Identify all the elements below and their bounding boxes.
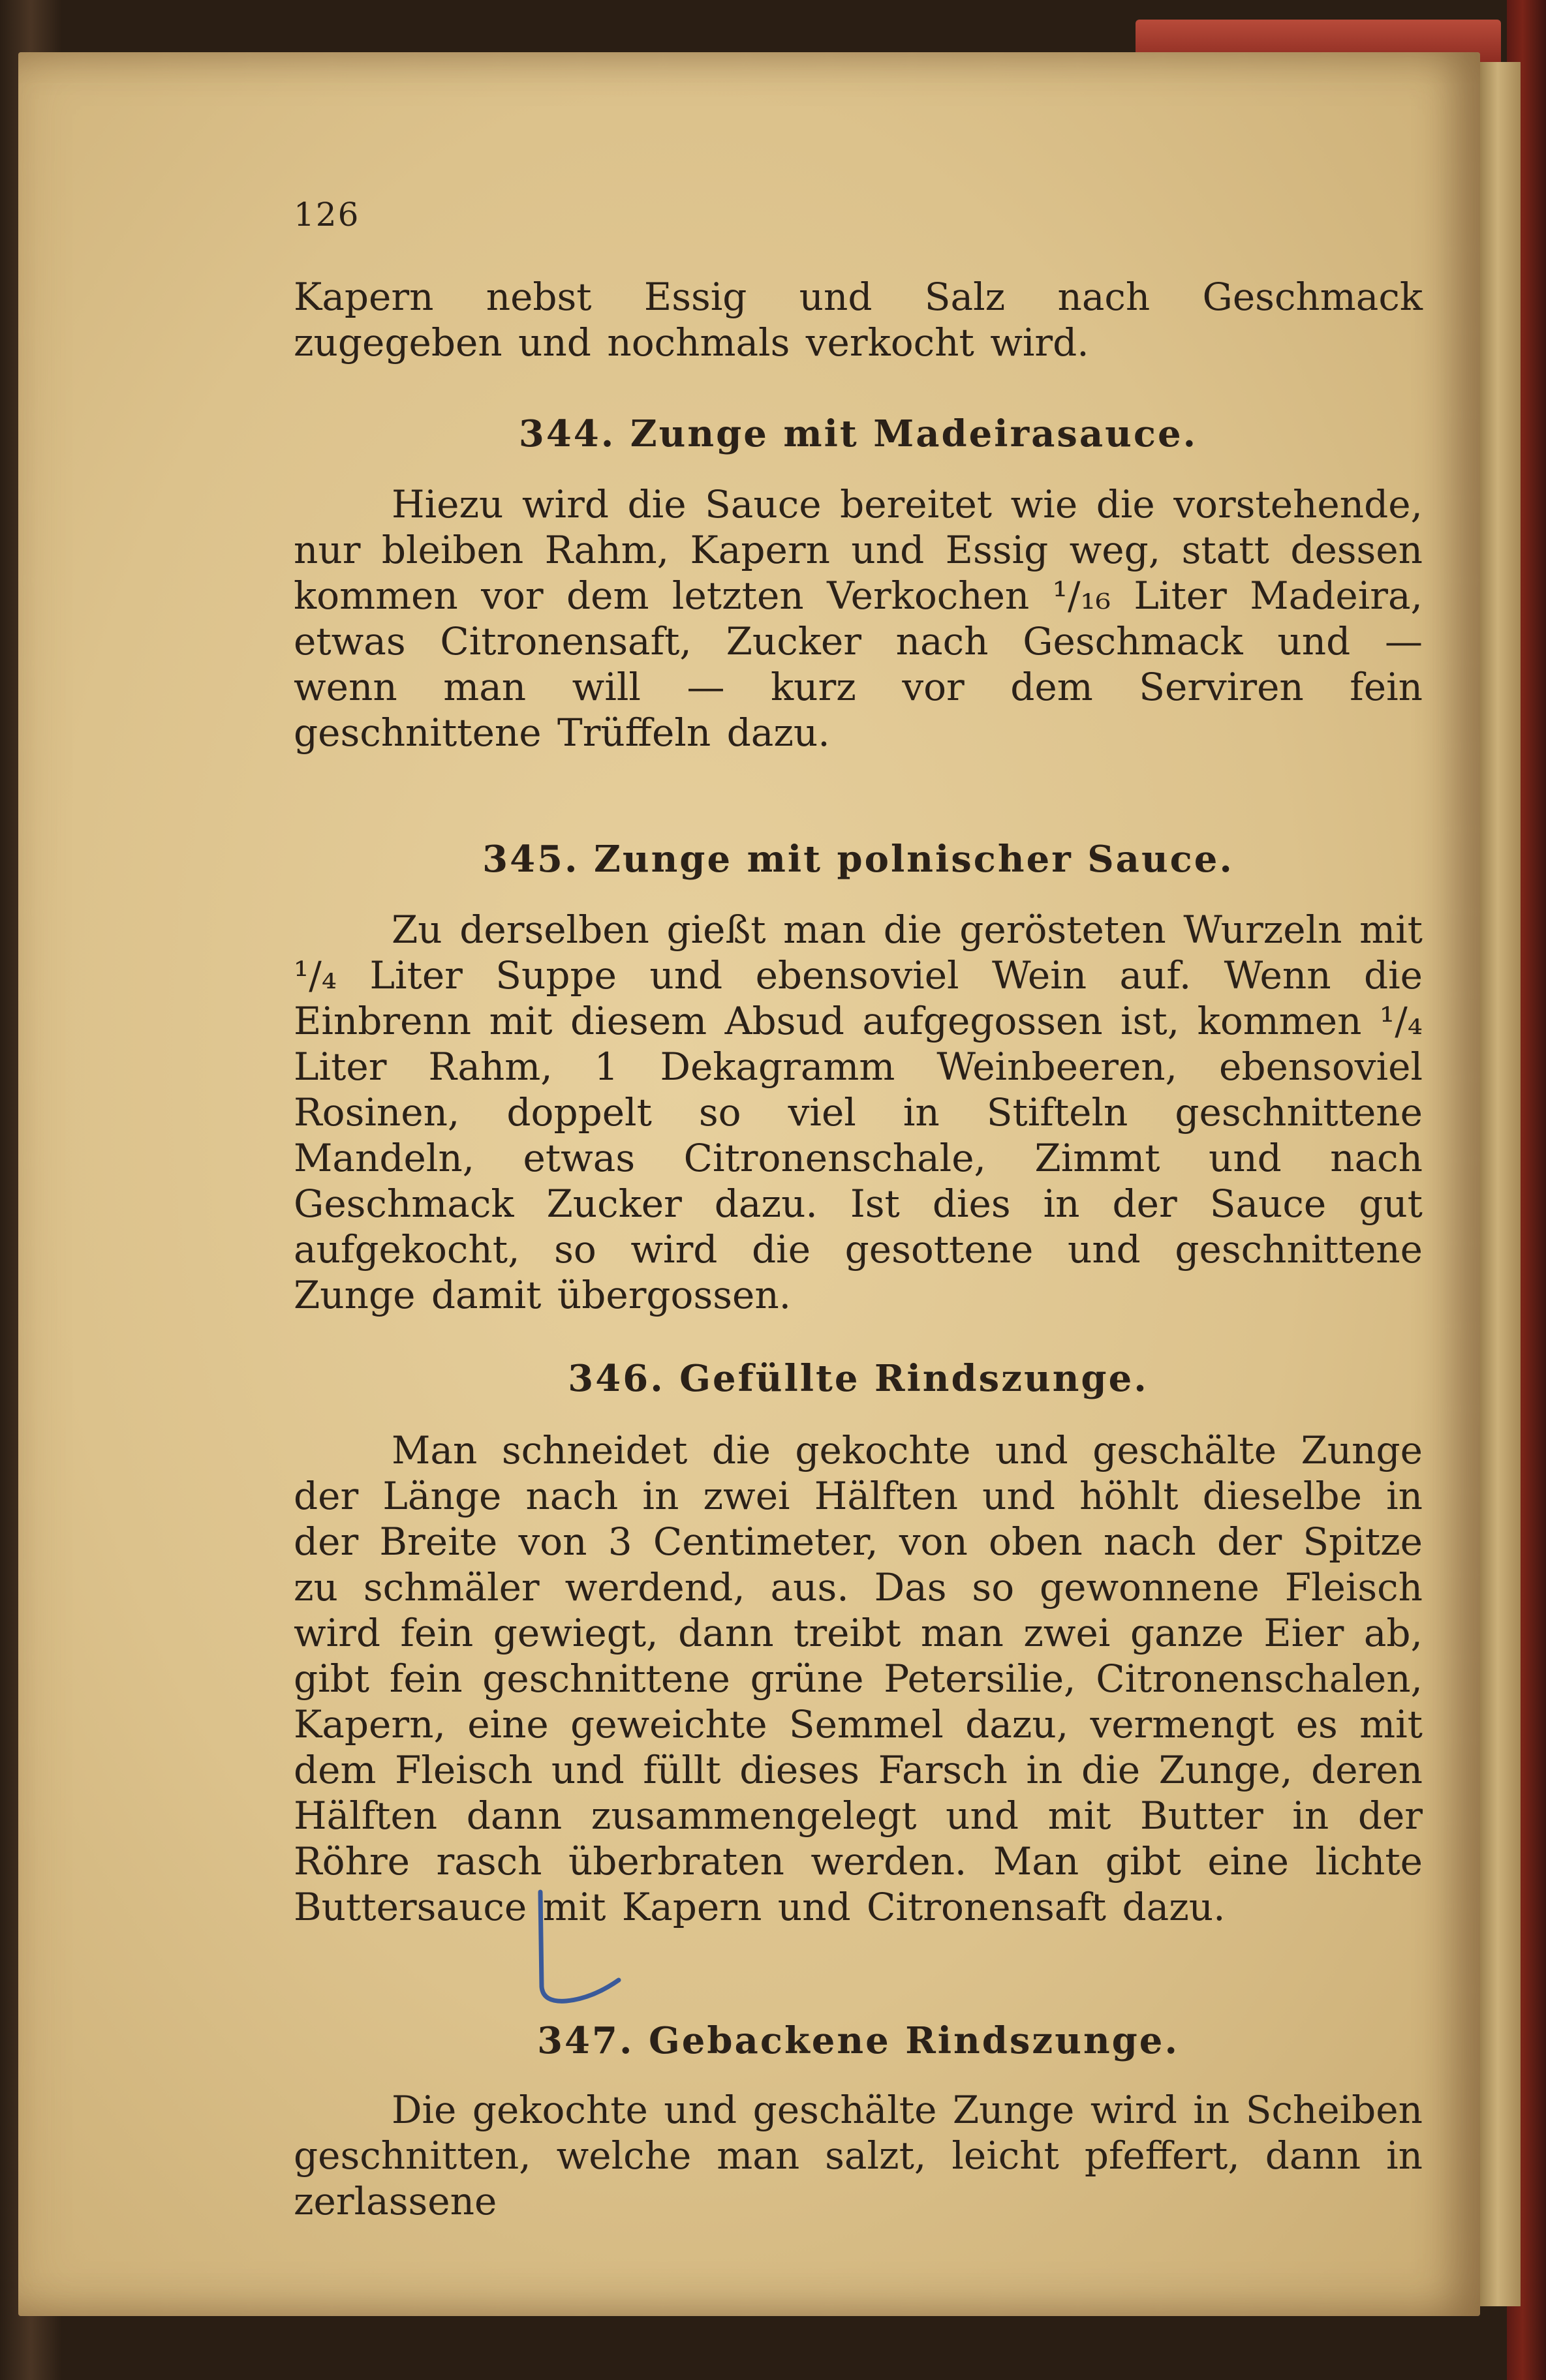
next-page-edge (1475, 62, 1521, 2306)
recipe-heading-347: 347. Gebackene Rindszunge. (537, 2019, 1179, 2062)
recipe-heading-346: 346. Gefüllte Rindszunge. (568, 1357, 1149, 1400)
recipe-body-347: Die gekochte und geschälte Zunge wird in Scheiben geschnitten, welche man salzt, leicht pfeffert, dann in zerlassene (294, 2088, 1423, 2223)
recipe-body-344: Hiezu wird die Sauce bereitet wie die vorstehende, nur bleiben Rahm, Kapern und Essig weg, statt dessen kommen vor dem letzten Verkochen ¹/₁₆ Liter Madeira, etwas Citronensaft, Zucker nach Geschmack und — wenn man will — kurz vor dem Serviren fein geschnittene Trüffeln dazu. (294, 482, 1423, 755)
page-text (294, 274, 1423, 2224)
page-number: 126 (294, 196, 360, 234)
recipe-body-346: Man schneidet die gekochte und geschälte Zunge der Länge nach in zwei Hälften und höhlt dieselbe in der Breite von 3 Centimeter, von oben nach der Spitze zu schmäler werdend, aus. Das so gewonnene Fleisch wird fein gewiegt, dann treibt man zwei ganze Eier ab, gibt fein geschnittene grüne Petersilie, Citronenschalen, Kapern, eine geweichte Semmel dazu, vermengt es mit dem Fleisch und füllt dieses Farsch in die Zunge, deren Hälften dann zusammengelegt und mit Butter in der Röhre rasch überbraten werden. Man gibt eine lichte Buttersauce mit Kapern und Citronensaft dazu. (294, 1428, 1423, 1929)
recipe-heading-345: 345. Zunge mit polnischer Sauce. (482, 838, 1234, 881)
recipe-heading-344: 344. Zunge mit Madeirasauce. (518, 412, 1198, 455)
recipe-body-345: Zu derselben gießt man die gerösteten Wurzeln mit ¹/₄ Liter Suppe und ebensoviel Wein auf. Wenn die Einbrenn mit diesem Absud aufgegossen ist, kommen ¹/₄ Liter Rahm, 1 Dekagramm Weinbeeren, ebensoviel Rosinen, doppelt so viel in Stifteln geschnittene Mandeln, etwas Citronenschale, Zimmt und nach Geschmack Zucker dazu. Ist dies in der Sauce gut aufgekocht, so wird die gesottene und geschnittene Zunge damit übergossen. (294, 908, 1423, 1317)
intro-paragraph: Kapern nebst Essig und Salz nach Geschmack zugegeben und nochmals verkocht wird. (294, 275, 1423, 365)
pencil-mark-icon (527, 1889, 632, 2013)
